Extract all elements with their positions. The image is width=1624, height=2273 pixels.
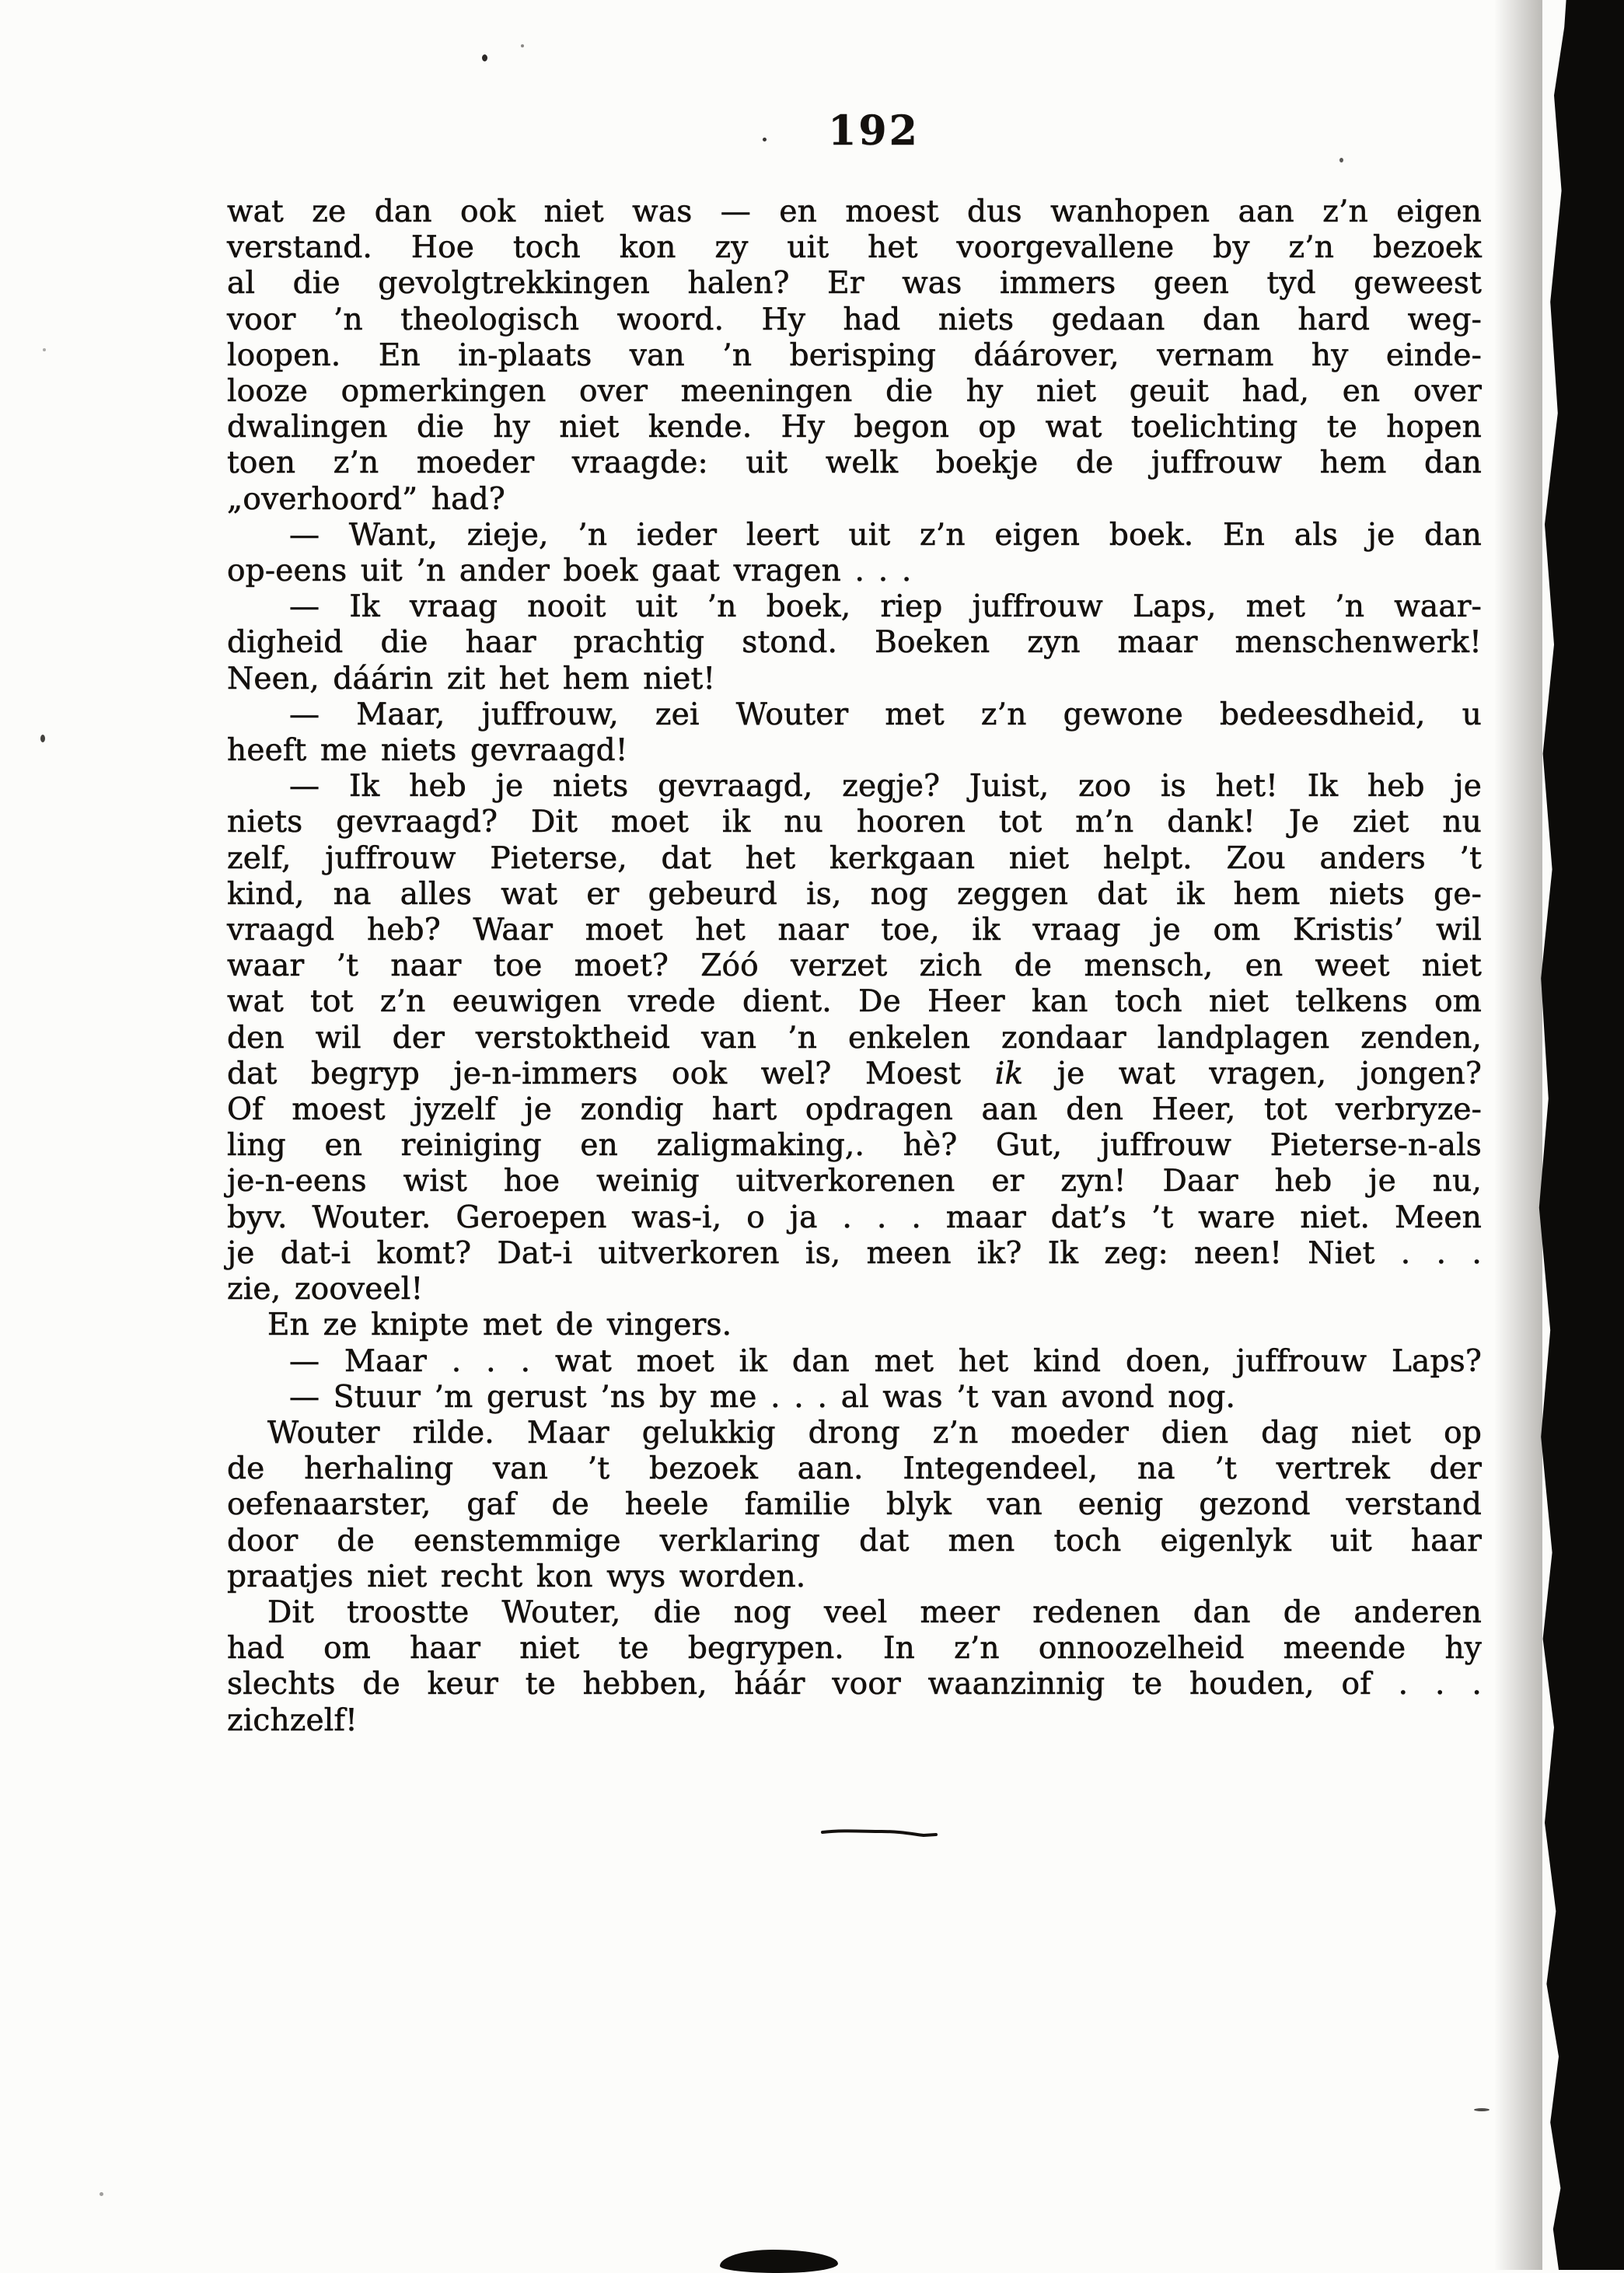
scan-speck — [521, 44, 524, 47]
text-line: — Stuur ’m gerust ’ns by me . . . al was ’t van avond nog. — [289, 1379, 1236, 1415]
scan-speck — [100, 2192, 103, 2196]
text-line: wat ze dan ook niet was — en moest dus wanhopen aan z’n eigen — [227, 194, 1482, 229]
text-line: — Ik heb je niets gevraagd, zegje? Juist, zoo is het! Ik heb je — [289, 769, 1482, 805]
text-line: — Maar, juffrouw, zei Wouter met z’n gewone bedeesdheid, u — [289, 697, 1482, 732]
text-line: zichzelf! — [227, 1702, 358, 1738]
text-line: Neen, dáárin zit het hem niet! — [227, 661, 716, 697]
scan-speck — [43, 348, 46, 351]
text-line: praatjes niet recht kon wys worden. — [227, 1559, 806, 1594]
text-line: — Maar . . . wat moet ik dan met het kind doen, juffrouw Laps? — [289, 1343, 1482, 1379]
body-text — [227, 194, 1482, 1739]
text-line: looze opmerkingen over meeningen die hy niet geuit had, en over — [227, 374, 1482, 410]
text-line: dwalingen die hy niet kende. Hy begon op wat toelichting te hopen — [227, 410, 1482, 445]
text-line: zelf, juffrouw Pieterse, dat het kerkgaan niet helpt. Zou anders ’t — [227, 840, 1482, 876]
text-line: vraagd heb? Waar moet het naar toe, ik vraag je om Kristis’ wil — [227, 913, 1482, 948]
text-line: wat tot z’n eeuwigen vrede dient. De Heer kan toch niet telkens om — [227, 984, 1482, 1020]
text-line: niets gevraagd? Dit moet ik nu hooren tot m’n dank! Je ziet nu — [227, 805, 1482, 840]
text-line: zie, zooveel! — [227, 1272, 424, 1308]
scan-speck — [763, 138, 767, 141]
text-line: loopen. En in-plaats van ’n berisping dáárover, vernam hy einde- — [227, 337, 1482, 373]
text-line: digheid die haar prachtig stond. Boeken zyn maar menschenwerk! — [227, 625, 1482, 661]
scan-shadow — [1494, 0, 1542, 2270]
text-line: slechts de keur te hebben, háár voor waanzinnig te houden, of . . . — [227, 1667, 1482, 1702]
text-line: ling en reiniging en zaligmaking,. hè? Gut, juffrouw Pieterse-n-als — [227, 1128, 1482, 1164]
scan-edge-band — [1531, 0, 1624, 2270]
text-line: En ze knipte met de vingers. — [267, 1308, 732, 1343]
text-line: oefenaarster, gaf de heele familie blyk van eenig gezond verstand — [227, 1487, 1482, 1523]
scan-speck — [40, 735, 45, 742]
text-line: Wouter rilde. Maar gelukkig drong z’n moeder dien dag niet op — [267, 1415, 1482, 1451]
text-line: byv. Wouter. Geroepen was-i, o ja . . . maar dat’s ’t ware niet. Meen — [227, 1199, 1482, 1235]
scan-speck — [482, 54, 487, 61]
text-line: je dat-i komt? Dat-i uitverkoren is, meen ik? Ik zeg: neen! Niet . . . — [227, 1235, 1482, 1271]
text-line: toen z’n moeder vraagde: uit welk boekje de juffrouw hem dan — [227, 445, 1482, 481]
text-line: voor ’n theologisch woord. Hy had niets gedaan dan hard weg- — [227, 302, 1482, 337]
text-line: door de eenstemmige verklaring dat men toch eigenlyk uit haar — [227, 1523, 1482, 1559]
scan-speck — [1474, 2108, 1490, 2111]
text-line: heeft me niets gevraagd! — [227, 733, 628, 769]
text-line: waar ’t naar toe moet? Zóó verzet zich de mensch, en weet niet — [227, 948, 1482, 984]
scan-speck — [1339, 158, 1343, 162]
text-line: — Want, zieje, ’n ieder leert uit z’n eigen boek. En als je dan — [289, 517, 1482, 553]
text-line: verstand. Hoe toch kon zy uit het voorgevallene by z’n bezoek — [227, 230, 1482, 266]
text-line: Of moest jyzelf je zondig hart opdragen aan den Heer, tot verbryze- — [227, 1092, 1482, 1128]
page-number: 192 — [828, 107, 920, 155]
text-line: den wil der verstoktheid van ’n enkelen zondaar landplagen zenden, — [227, 1020, 1482, 1056]
text-line: „overhoord” had? — [227, 481, 505, 517]
text-line: — Ik vraag nooit uit ’n boek, riep juffrouw Laps, met ’n waar- — [289, 589, 1482, 625]
text-line: dat begryp je-n-immers ook wel? Moest ik je wat vragen, jongen? — [227, 1056, 1482, 1091]
text-line: op-eens uit ’n ander boek gaat vragen . . . — [227, 553, 912, 589]
text-line: al die gevolgtrekkingen halen? Er was immers geen tyd geweest — [227, 266, 1482, 302]
text-line: de herhaling van ’t bezoek aan. Integendeel, na ’t vertrek der — [227, 1451, 1482, 1487]
text-line: had om haar niet te begrypen. In z’n onnoozelheid meende hy — [227, 1631, 1482, 1667]
text-line: je-n-eens wist hoe weinig uitverkorenen er zyn! Daar heb je nu, — [227, 1164, 1482, 1199]
section-divider — [821, 1827, 939, 1841]
text-line: Dit troostte Wouter, die nog veel meer redenen dan de anderen — [267, 1594, 1482, 1630]
text-line: kind, na alles wat er gebeurd is, nog zeggen dat ik hem niets ge- — [227, 876, 1482, 912]
